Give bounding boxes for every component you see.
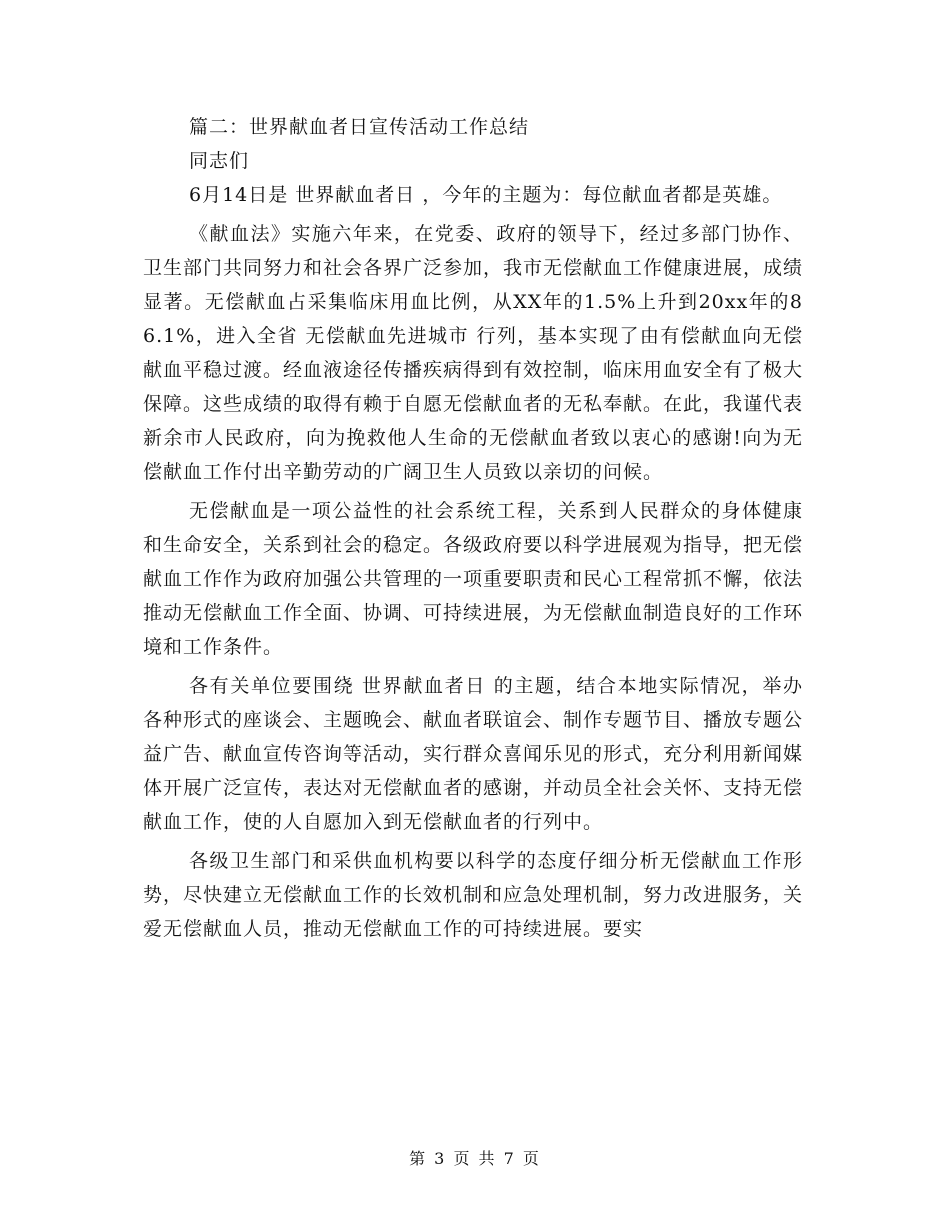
paragraph-1: 6月14日是 世界献血者日 ，今年的主题为：每位献血者都是英雄。 (189, 184, 783, 206)
document-title: 篇二：世界献血者日宣传活动工作总结 (189, 116, 530, 138)
page-number-footer: 第 3 页 共 7 页 (409, 1149, 541, 1168)
paragraph-5: 各级卫生部门和采供血机构要以科学的态度仔细分析无偿献血工作形势，尽快建立无偿献血工作的长效机制和应急处理机制，努力改进服务，关爱无偿献血人员，推动无偿献血工作的可持续进展。要实 (143, 850, 804, 940)
paragraph-4: 各有关单位要围绕 世界献血者日 的主题，结合本地实际情况，举办各种形式的座谈会、主题晚会、献血者联谊会、制作专题节目、播放专题公益广告、献血宣传咨询等活动，实行群众喜闻乐见的形式，充分利用新闻媒体开展广泛宣传，表达对无偿献血者的感谢，并动员全社会关怀、支持无偿献血工作，使的人自愿加入到无偿献血者的行列中。 (143, 675, 804, 833)
document-body (143, 110, 803, 951)
paragraph-2: 《献血法》实施六年来，在党委、政府的领导下，经过多部门协作、卫生部门共同努力和社会各界广泛参加，我市无偿献血工作健康进展，成绩显著。无偿献血占采集临床用血比例，从XX年的1.5%上升到20xx年的86.1%，进入全省 无偿献血先进城市 行列，基本实现了由有偿献血向无偿献血平稳过渡。经血液途径传播疾病得到有效控制，临床用血安全有了极大保障。这些成绩的取得有赖于自愿无偿献血者的无私奉献。在此，我谨代表新余市人民政府，向为挽救他人生命的无偿献血者致以衷心的感谢!向为无偿献血工作付出辛勤劳动的广阔卫生人员致以亲切的问候。 (143, 223, 804, 483)
paragraph-3: 无偿献血是一项公益性的社会系统工程，关系到人民群众的身体健康和生命安全，关系到社会的稳定。各级政府要以科学进展观为指导，把无偿献血工作作为政府加强公共管理的一项重要职责和民心工程常抓不懈，依法推动无偿献血工作全面、协调、可持续进展，为无偿献血制造良好的工作环境和工作条件。 (143, 500, 804, 658)
salutation: 同志们 (189, 150, 250, 172)
